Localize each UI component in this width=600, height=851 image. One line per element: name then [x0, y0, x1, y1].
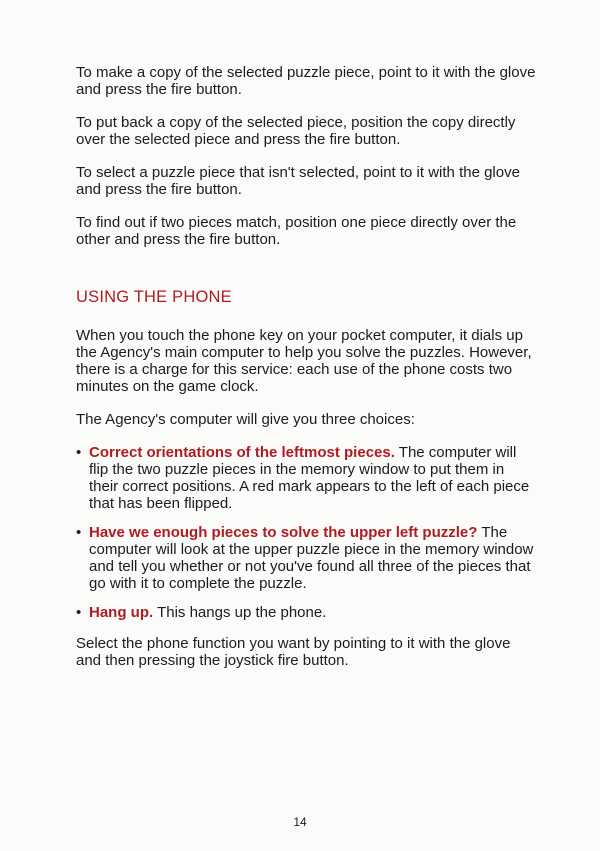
list-item: [76, 444, 536, 512]
bullet-text: The computer will look at the upper puzzle piece in the memory window and tell you whether or not you've found all three of the pieces that go with it to complete the puzzle.: [89, 524, 534, 592]
choices-list: [76, 444, 536, 621]
bullet-mark: •: [76, 444, 82, 461]
bullet-title: Correct orientations of the leftmost pieces.: [89, 444, 395, 461]
list-item: [76, 524, 536, 592]
bullet-mark: •: [76, 604, 82, 621]
page-content: [76, 64, 536, 685]
paragraph-put-back-copy: To put back a copy of the selected piece, position the copy directly over the selected piece and press the fire button.: [76, 114, 516, 148]
bullet-mark: •: [76, 524, 82, 541]
bullet-text: The computer will flip the two puzzle pieces in the memory window to put them in their correct positions. A red mark appears to the left of each piece that has been flipped.: [89, 444, 530, 512]
bullet-title: Have we enough pieces to solve the upper left puzzle?: [89, 524, 478, 541]
list-item: [76, 604, 536, 621]
bullet-title: Hang up.: [89, 604, 154, 621]
paragraph-select-piece: To select a puzzle piece that isn't selected, point to it with the glove and press the fire button.: [76, 164, 520, 198]
page-number: 14: [293, 815, 307, 829]
paragraph-copy-piece: To make a copy of the selected puzzle piece, point to it with the glove and press the fire button.: [76, 64, 536, 98]
paragraph-choices-intro: The Agency's computer will give you three choices:: [76, 411, 415, 428]
paragraph-phone-intro: When you touch the phone key on your pocket computer, it dials up the Agency's main computer to help you solve the puzzles. However, there is a charge for this service: each use of the phone costs two minutes on the game clock.: [76, 327, 532, 395]
paragraph-closing: Select the phone function you want by pointing to it with the glove and then pressing the joystick fire button.: [76, 635, 511, 669]
bullet-text: This hangs up the phone.: [153, 604, 327, 621]
paragraph-match-pieces: To find out if two pieces match, position one piece directly over the other and press the fire button.: [76, 214, 517, 248]
section-heading: USING THE PHONE: [76, 288, 232, 306]
